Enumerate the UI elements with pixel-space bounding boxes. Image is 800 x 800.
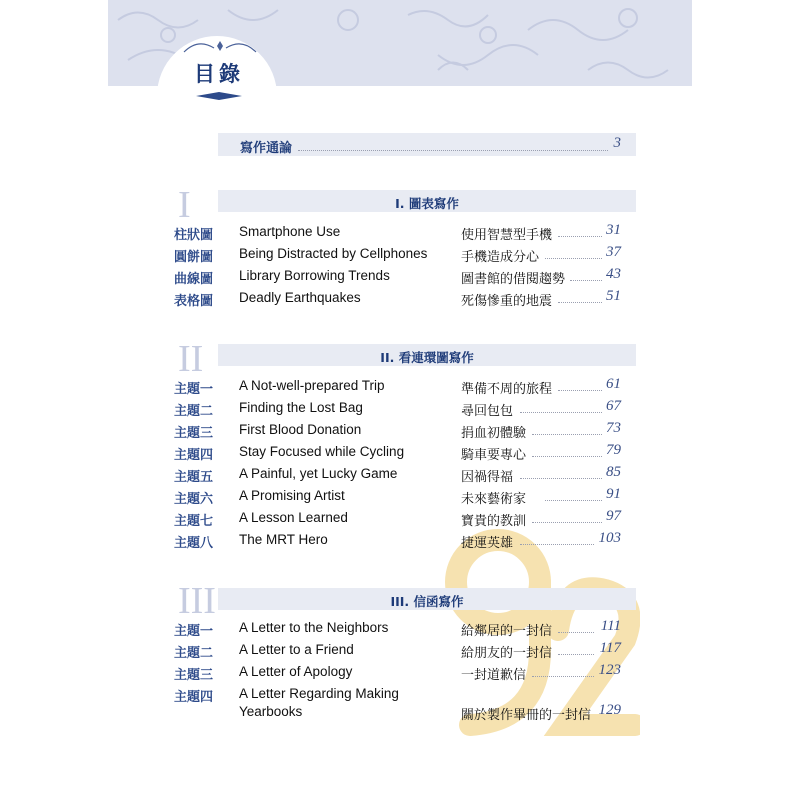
entry-title-zh: 因禍得福 xyxy=(461,470,514,485)
entry-label: 主題八 xyxy=(174,536,214,551)
page-number: 43 xyxy=(606,266,621,282)
leader-dots xyxy=(545,258,602,259)
page-number: 97 xyxy=(606,508,621,524)
entry-label: 主題二 xyxy=(174,404,214,419)
entry-label: 圓餅圖 xyxy=(174,250,214,265)
entry-label: 主題二 xyxy=(174,646,214,661)
leader-dots xyxy=(532,522,602,523)
page-title: 目錄 xyxy=(194,62,244,86)
entry-label: 主題六 xyxy=(174,492,214,507)
entry-title-en: Deadly Earthquakes xyxy=(239,290,361,305)
page-number: 91 xyxy=(606,486,621,502)
entry-title-en: Library Borrowing Trends xyxy=(239,268,390,283)
entry-label: 主題一 xyxy=(174,624,214,639)
ornament-icon xyxy=(178,38,262,58)
entry-title-en: Being Distracted by Cellphones xyxy=(239,246,428,261)
page-number: 37 xyxy=(606,244,621,260)
entry-title-en: A Letter to the Neighbors xyxy=(239,620,389,635)
leader-dots xyxy=(520,412,602,413)
entry-title-zh: 寶貴的教訓 xyxy=(461,514,527,529)
leader-dots xyxy=(558,632,594,633)
page-number: 79 xyxy=(606,442,621,458)
page-number: 103 xyxy=(598,530,621,546)
title-underline-icon xyxy=(196,92,242,100)
leader-dots xyxy=(520,478,602,479)
section-title-1: I. 圖表寫作 xyxy=(395,196,459,211)
page-number: 67 xyxy=(606,398,621,414)
entry-title-en: Smartphone Use xyxy=(239,224,341,239)
entry-title-en: The MRT Hero xyxy=(239,532,328,547)
page-number: 123 xyxy=(598,662,621,678)
entry-title-zh: 未來藝術家 xyxy=(461,492,527,507)
entry-title-en: A Promising Artist xyxy=(239,488,345,503)
page-number: 111 xyxy=(600,618,621,634)
page-number: 31 xyxy=(606,222,621,238)
entry-label: 主題一 xyxy=(174,382,214,397)
entry-title-zh: 給朋友的一封信 xyxy=(461,646,553,661)
roman-numeral-1: I xyxy=(178,184,191,226)
entry-title-zh: 死傷慘重的地震 xyxy=(461,294,553,309)
entry-title-en: A Letter of Apology xyxy=(239,664,353,679)
entry-title-zh: 尋回包包 xyxy=(461,404,514,419)
entry-label: 柱狀圖 xyxy=(174,228,214,243)
page-number: 73 xyxy=(606,420,621,436)
entry-title-en-line2: Yearbooks xyxy=(239,704,303,719)
entry-label: 主題四 xyxy=(174,448,214,463)
leader-dots xyxy=(520,544,594,545)
entry-title-zh: 圖書館的借閱趨勢 xyxy=(461,272,566,287)
section-title-3: III. 信函寫作 xyxy=(390,594,464,609)
entry-title-en: Finding the Lost Bag xyxy=(239,400,363,415)
entry-title-en: A Lesson Learned xyxy=(239,510,348,525)
entry-title-zh: 手機造成分心 xyxy=(461,250,540,265)
leader-dots xyxy=(558,390,602,391)
entry-label: 主題三 xyxy=(174,426,214,441)
entry-label: 主題三 xyxy=(174,668,214,683)
entry-title-zh: 給鄰居的一封信 xyxy=(461,624,553,639)
roman-numeral-2: II xyxy=(178,338,204,380)
leader-dots xyxy=(558,236,602,237)
entry-title-en: First Blood Donation xyxy=(239,422,362,437)
entry-label: 主題四 xyxy=(174,690,214,705)
entry-title-zh: 騎車要專心 xyxy=(461,448,527,463)
entry-title-en: Stay Focused while Cycling xyxy=(239,444,405,459)
page-number: 3 xyxy=(613,135,621,151)
entry-title-zh: 使用智慧型手機 xyxy=(461,228,553,243)
entry-title-en-line1: A Letter Regarding Making xyxy=(239,686,399,701)
entry-title-zh: 一封道歉信 xyxy=(461,668,527,683)
entry-title-zh: 捐血初體驗 xyxy=(461,426,527,441)
entry-label: 曲線圖 xyxy=(174,272,214,287)
general-writing-label: 寫作通論 xyxy=(240,141,293,156)
page-number: 129 xyxy=(598,702,621,718)
leader-dots xyxy=(532,676,594,677)
leader-dots xyxy=(558,302,602,303)
page-number: 117 xyxy=(599,640,621,656)
entry-title-zh: 捷運英雄 xyxy=(461,536,514,551)
leader-dots xyxy=(570,280,602,281)
entry-title-en: A Painful, yet Lucky Game xyxy=(239,466,398,481)
page-number: 85 xyxy=(606,464,621,480)
entry-label: 主題七 xyxy=(174,514,214,529)
entry-title-zh: 關於製作畢冊的一封信 xyxy=(461,708,592,723)
entry-title-en: A Not-well-prepared Trip xyxy=(239,378,385,393)
page-number: 61 xyxy=(606,376,621,392)
page-number: 51 xyxy=(606,288,621,304)
entry-label: 表格圖 xyxy=(174,294,214,309)
leader-dots xyxy=(532,456,602,457)
entry-title-en: A Letter to a Friend xyxy=(239,642,354,657)
leader-dots xyxy=(545,500,602,501)
roman-numeral-3: III xyxy=(178,580,216,622)
entry-title-zh: 準備不周的旅程 xyxy=(461,382,553,397)
leader-dots xyxy=(532,434,602,435)
leader-dots xyxy=(558,654,594,655)
entry-label: 主題五 xyxy=(174,470,214,485)
leader-dots xyxy=(298,150,608,151)
section-title-2: II. 看連環圖寫作 xyxy=(380,350,474,365)
